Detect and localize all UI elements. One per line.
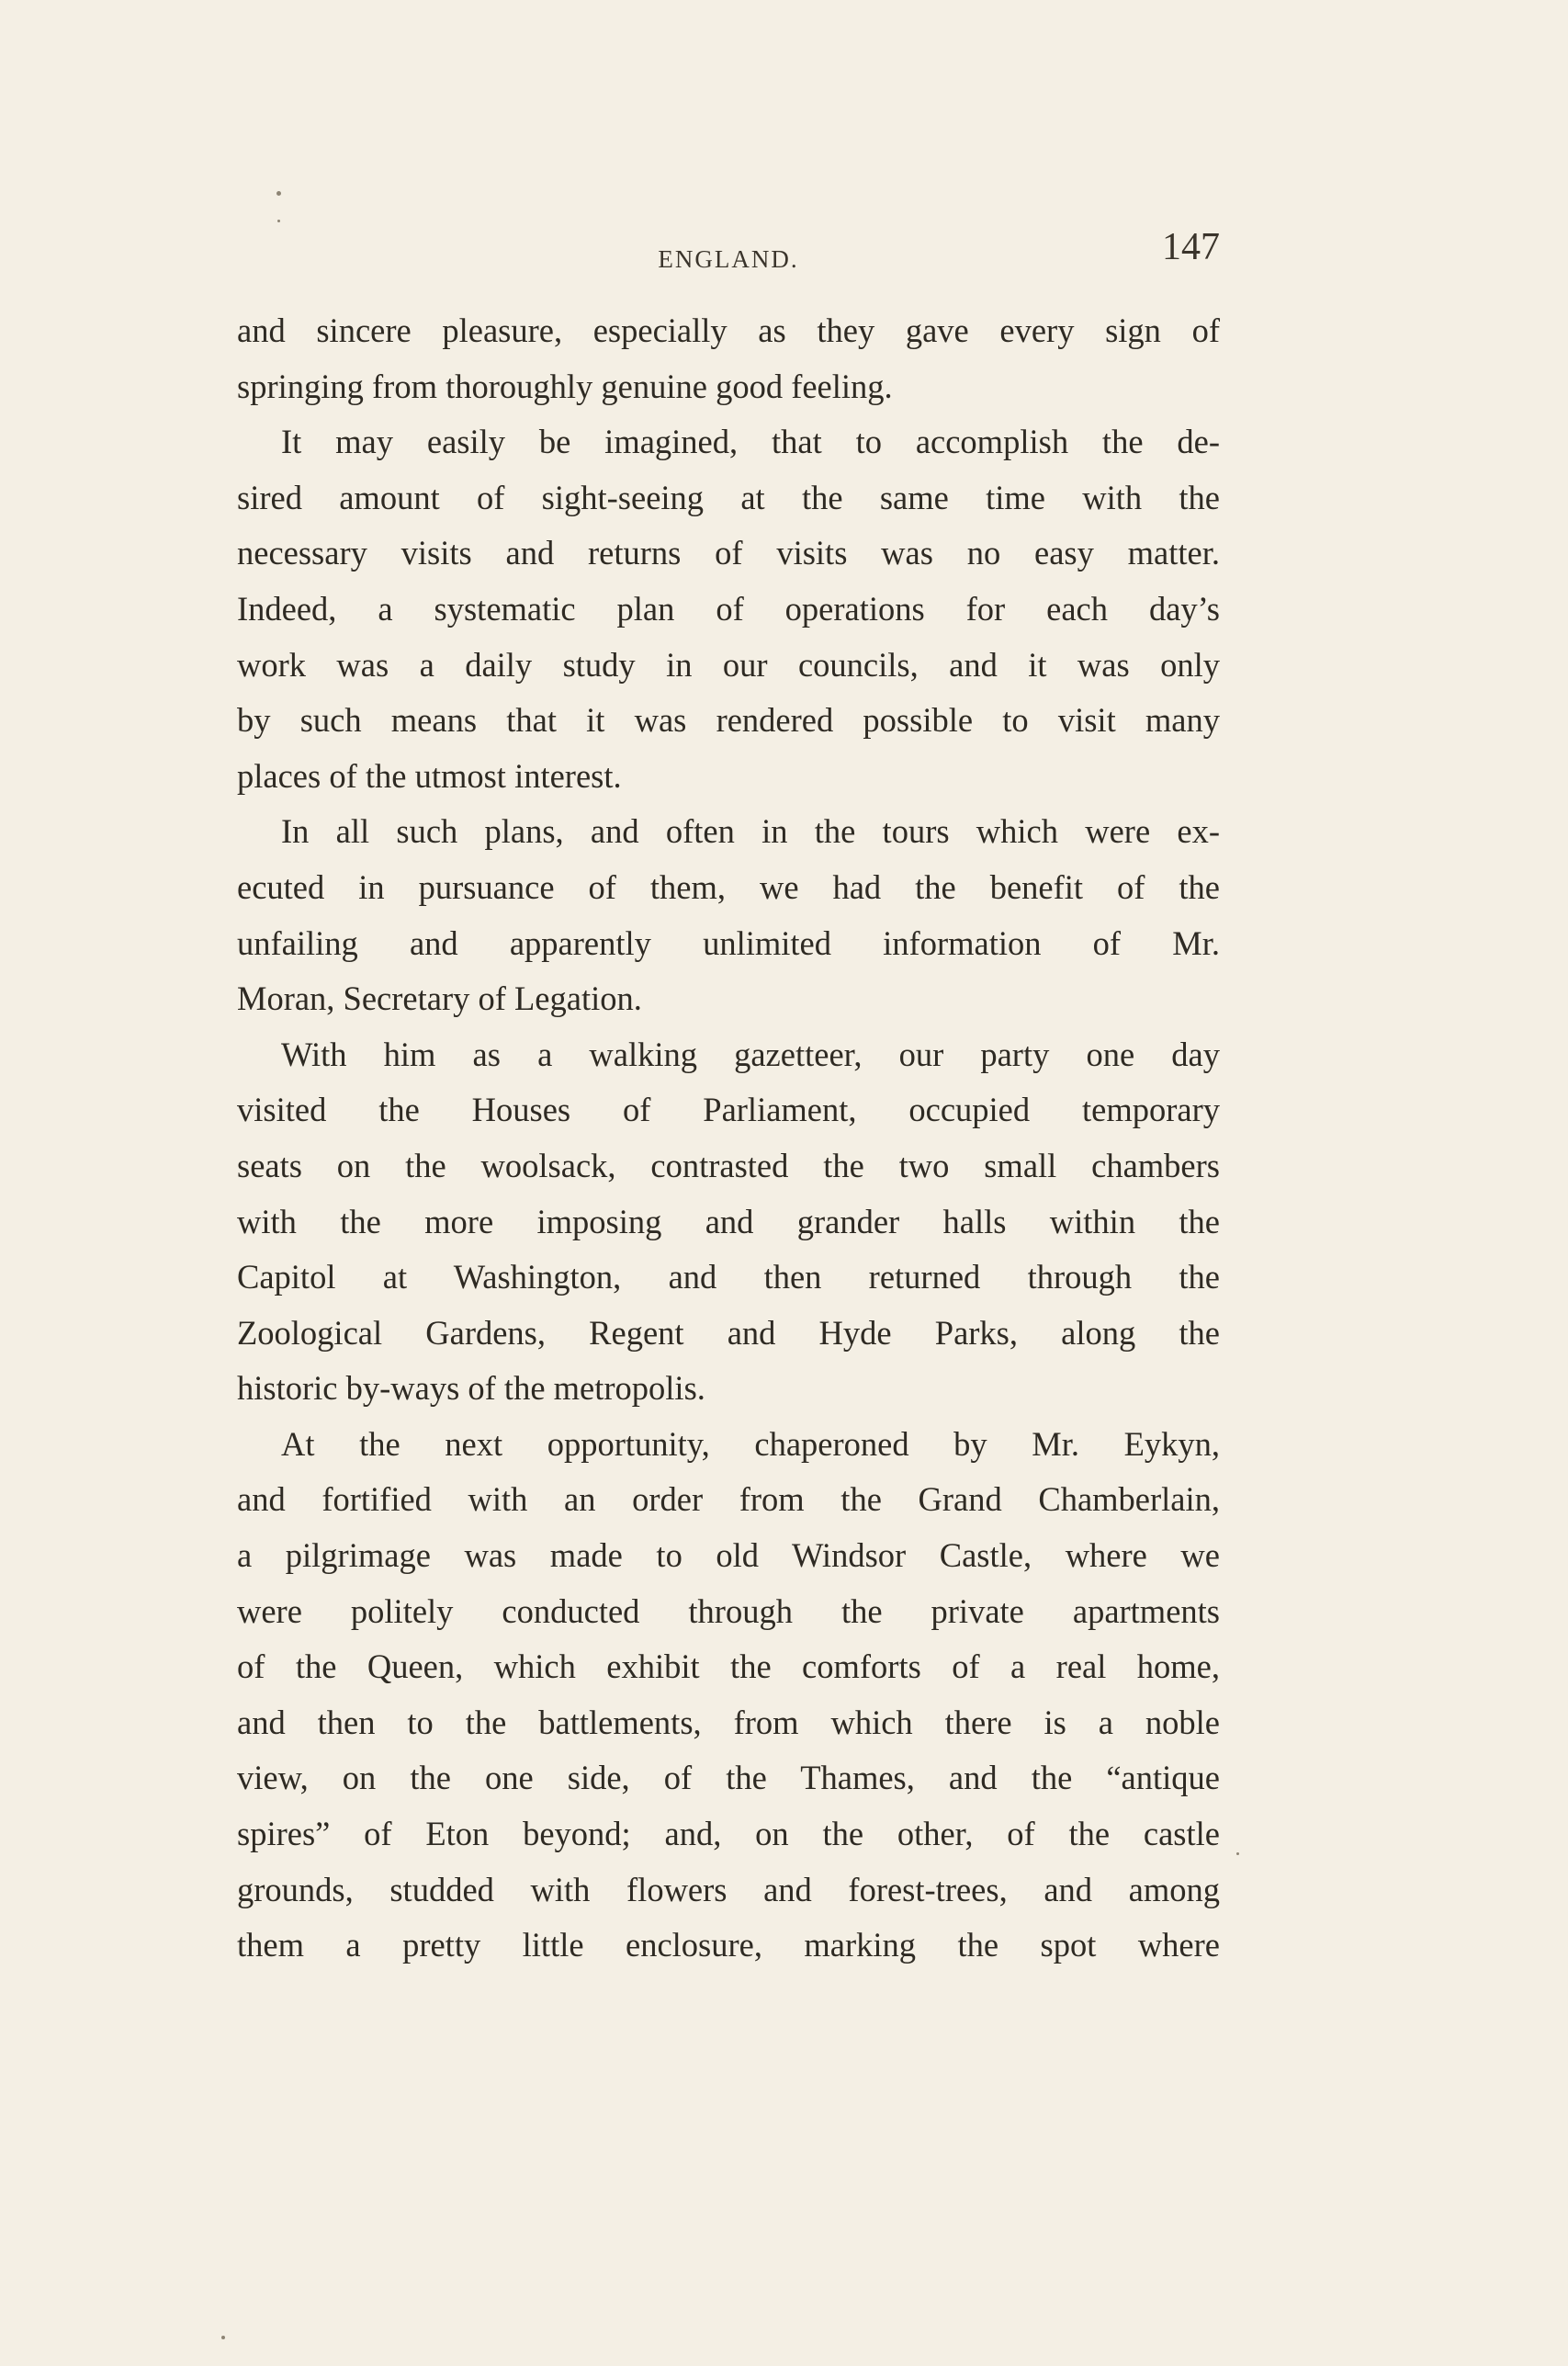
text-line: springing from thoroughly genuine good feeling.	[237, 367, 893, 405]
paper-speck	[221, 2336, 225, 2339]
text-line: At the next opportunity, chaperoned by Mr. Eykyn,	[281, 1424, 1220, 1463]
text-line: and fortified with an order from the Grand Chamberlain,	[237, 1480, 1220, 1519]
text-line: work was a daily study in our councils, and it was only	[237, 645, 1220, 684]
text-line: Zoological Gardens, Regent and Hyde Parks, along the	[237, 1313, 1220, 1352]
text-line: places of the utmost interest.	[237, 756, 622, 795]
text-line: and sincere pleasure, especially as they gave every sign of	[237, 311, 1220, 349]
text-line: sired amount of sight-seeing at the same time with the	[237, 478, 1220, 516]
text-line: spires” of Eton beyond; and, on the other, of the castle	[237, 1815, 1220, 1853]
running-head: ENGLAND.	[658, 245, 799, 273]
text-line: with the more imposing and grander halls within the	[237, 1202, 1220, 1240]
text-line: view, on the one side, of the Thames, and the “antique	[237, 1759, 1220, 1797]
text-line: of the Queen, which exhibit the comforts of a real home,	[237, 1647, 1220, 1686]
text-line: ecuted in pursuance of them, we had the benefit of the	[237, 867, 1220, 906]
page-header	[237, 225, 1220, 280]
text-line: Capitol at Washington, and then returned through the	[237, 1258, 1220, 1296]
text-line: In all such plans, and often in the tours which were ex-	[281, 812, 1220, 851]
text-line: With him as a walking gazetteer, our party one day	[281, 1035, 1220, 1073]
text-line: seats on the woolsack, contrasted the two small chambers	[237, 1146, 1220, 1184]
text-line: were politely conducted through the private apartments	[237, 1591, 1220, 1630]
text-line: It may easily be imagined, that to accomplish the de-	[281, 423, 1220, 461]
text-line: historic by-ways of the metropolis.	[237, 1369, 705, 1408]
text-line: grounds, studded with flowers and forest-trees, and among	[237, 1870, 1220, 1908]
text-line: unfailing and apparently unlimited information of Mr.	[237, 923, 1220, 962]
text-line: by such means that it was rendered possible to visit many	[237, 701, 1220, 740]
text-line: visited the Houses of Parliament, occupied temporary	[237, 1091, 1220, 1129]
paper-speck	[277, 220, 280, 222]
text-line: and then to the battlements, from which there is a noble	[237, 1703, 1220, 1741]
paper-speck	[1236, 1852, 1239, 1855]
body-text	[237, 303, 1220, 1974]
text-line: Moran, Secretary of Legation.	[237, 979, 642, 1018]
text-line: a pilgrimage was made to old Windsor Castle, where we	[237, 1536, 1220, 1575]
text-line: Indeed, a systematic plan of operations for each day’s	[237, 589, 1220, 628]
text-line: necessary visits and returns of visits was no easy matter.	[237, 534, 1220, 572]
paper-speck	[276, 191, 281, 196]
page-number: 147	[1162, 226, 1220, 268]
text-line: them a pretty little enclosure, marking the spot where	[237, 1926, 1220, 1964]
